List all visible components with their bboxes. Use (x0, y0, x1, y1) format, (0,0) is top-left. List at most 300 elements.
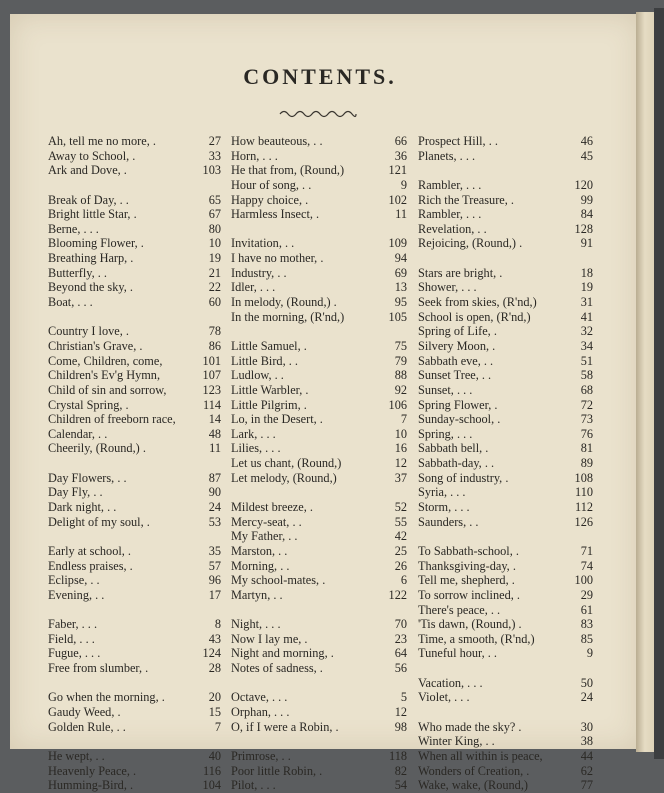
entry-page-number: 61 (580, 602, 593, 617)
entry-page-number: 123 (202, 382, 221, 397)
entry-title: Bright little Star, . (48, 207, 137, 222)
entry-page-number: 100 (574, 573, 593, 588)
contents-entry (231, 163, 407, 178)
contents-entry (231, 441, 407, 456)
entry-title: Come, Children, come, (48, 353, 163, 368)
entry-page-number: 116 (203, 763, 221, 778)
entry-title: Rambler, . . . (418, 207, 482, 222)
entry-page-number: 67 (208, 207, 221, 222)
contents-entry (418, 588, 593, 603)
entry-page-number: 56 (394, 661, 407, 676)
entry-page-number: 15 (208, 704, 221, 719)
entry-title: Eclipse, . . (48, 573, 100, 588)
contents-entry (231, 690, 407, 705)
entry-page-number: 105 (388, 309, 407, 324)
entry-page-number: 40 (208, 748, 221, 763)
entry-title: O, if I were a Robin, . (231, 719, 339, 734)
contents-column-1 (48, 134, 221, 793)
contents-entry (48, 368, 221, 383)
entry-page-number: 5 (400, 690, 407, 705)
entry-page-number: 82 (394, 763, 407, 778)
entry-page-number: 16 (394, 441, 407, 456)
entry-title: Lilies, . . . (231, 441, 281, 456)
entry-title: Syria, . . . (418, 485, 466, 500)
entry-title: Rich the Treasure, . (418, 192, 514, 207)
entry-title: Sabbath eve, . . (418, 353, 494, 368)
entry-page-number: 37 (394, 470, 407, 485)
contents-entry (231, 280, 407, 295)
entry-title: Lo, in the Desert, . (231, 412, 323, 427)
entry-title: Marston, . . (231, 543, 288, 558)
contents-entry (418, 266, 593, 281)
entry-title: Heavenly Peace, . (48, 763, 137, 778)
contents-entry (418, 690, 593, 705)
entry-title: Sunday-school, . (418, 412, 501, 427)
entry-page-number: 55 (394, 514, 407, 529)
entry-title: Gaudy Weed, . (48, 704, 121, 719)
entry-page-number: 87 (208, 470, 221, 485)
entry-page-number: 43 (208, 631, 221, 646)
entry-page-number: 53 (208, 514, 221, 529)
entry-page-number: 103 (202, 163, 221, 178)
contents-entry (418, 236, 593, 251)
contents-entry (48, 588, 221, 603)
contents-entry (418, 676, 593, 691)
entry-page-number: 22 (208, 280, 221, 295)
spacer (48, 456, 221, 471)
entry-title: Blooming Flower, . (48, 236, 144, 251)
contents-entry (418, 354, 593, 369)
contents-entry (48, 441, 221, 456)
entry-page-number: 20 (208, 690, 221, 705)
entry-title: Industry, . . (231, 265, 287, 280)
entry-page-number: 9 (586, 646, 593, 661)
entry-title: Invitation, . . (231, 236, 295, 251)
entry-page-number: 45 (580, 148, 593, 163)
entry-page-number: 112 (575, 500, 593, 515)
contents-entry (418, 339, 593, 354)
spacer (231, 676, 407, 691)
ornament-divider (278, 108, 358, 120)
contents-entry (418, 398, 593, 413)
contents-entry (48, 661, 221, 676)
entry-title: My Father, . . (231, 529, 298, 544)
entry-page-number: 46 (580, 134, 593, 148)
contents-entry (231, 559, 407, 574)
contents-entry (231, 310, 407, 325)
entry-page-number: 83 (580, 617, 593, 632)
entry-page-number: 122 (388, 587, 407, 602)
contents-entry (48, 544, 221, 559)
entry-title: Martyn, . . (231, 587, 283, 602)
contents-entry (231, 705, 407, 720)
entry-page-number: 106 (388, 397, 407, 412)
entry-title: He that from, (Round,) (231, 163, 345, 178)
entry-title: Spring Flower, . (418, 397, 498, 412)
entry-page-number: 92 (394, 382, 407, 397)
contents-entry (48, 149, 221, 164)
contents-entry (231, 661, 407, 676)
entry-page-number: 48 (208, 426, 221, 441)
entry-title: Notes of sadness, . (231, 661, 323, 676)
entry-page-number: 38 (580, 734, 593, 749)
entry-title: Child of sin and sorrow, (48, 382, 167, 397)
contents-entry (231, 383, 407, 398)
entry-title: Spring, . . . (418, 426, 473, 441)
entry-title: Break of Day, . . (48, 192, 129, 207)
entry-page-number: 69 (394, 265, 407, 280)
entry-title: Seek from skies, (R'nd,) (418, 295, 537, 310)
entry-title: School is open, (R'nd,) (418, 309, 531, 324)
contents-entry (418, 632, 593, 647)
contents-entry (418, 764, 593, 779)
spacer (418, 661, 593, 676)
entry-title: Faber, . . . (48, 617, 98, 632)
entry-title: How beauteous, . . (231, 134, 323, 148)
entry-page-number: 24 (208, 500, 221, 515)
contents-entry (231, 500, 407, 515)
entry-page-number: 21 (208, 265, 221, 280)
entry-page-number: 79 (394, 353, 407, 368)
entry-title: Rambler, . . . (418, 177, 482, 192)
entry-title: Free from slumber, . (48, 661, 149, 676)
spacer (48, 310, 221, 325)
contents-entry (418, 178, 593, 193)
contents-entry (48, 632, 221, 647)
entry-page-number: 95 (394, 295, 407, 310)
contents-entry (231, 720, 407, 735)
contents-entry (48, 266, 221, 281)
spacer (418, 705, 593, 720)
contents-entry (48, 500, 221, 515)
entry-page-number: 11 (209, 441, 221, 456)
entry-page-number: 31 (580, 295, 593, 310)
entry-title: Calendar, . . (48, 426, 108, 441)
contents-entry (48, 778, 221, 793)
entry-page-number: 98 (394, 719, 407, 734)
entry-page-number: 96 (208, 573, 221, 588)
entry-title: Boat, . . . (48, 295, 93, 310)
entry-title: Happy choice, . (231, 192, 309, 207)
entry-title: Ludlow, . . (231, 368, 284, 383)
entry-title: Rejoicing, (Round,) . (418, 236, 523, 251)
entry-title: Little Pilgrim, . (231, 397, 307, 412)
entry-page-number: 78 (208, 324, 221, 339)
entry-page-number: 107 (202, 368, 221, 383)
contents-entry (48, 398, 221, 413)
contents-entry (231, 178, 407, 193)
entry-page-number: 26 (394, 558, 407, 573)
entry-page-number: 68 (580, 382, 593, 397)
entry-title: Dark night, . . (48, 500, 117, 515)
entry-page-number: 120 (574, 177, 593, 192)
entry-title: Wonders of Creation, . (418, 763, 530, 778)
entry-title: Tell me, shepherd, . (418, 573, 515, 588)
entry-title: Field, . . . (48, 631, 95, 646)
contents-entry (48, 471, 221, 486)
entry-title: Hour of song, . . (231, 177, 312, 192)
contents-entry (418, 778, 593, 793)
entry-title: Berne, . . . (48, 221, 99, 236)
entry-page-number: 13 (394, 280, 407, 295)
spacer (48, 603, 221, 618)
entry-title: Humming-Bird, . (48, 778, 134, 793)
contents-entry (418, 720, 593, 735)
contents-entry (48, 236, 221, 251)
entry-title: Silvery Moon, . (418, 338, 496, 353)
page-title: CONTENTS. (243, 64, 397, 89)
contents-entry (231, 749, 407, 764)
spacer (231, 485, 407, 500)
contents-entry (48, 720, 221, 735)
entry-page-number: 108 (574, 470, 593, 485)
entry-page-number: 118 (389, 748, 407, 763)
entry-title: Go when the morning, . (48, 690, 165, 705)
spacer (48, 676, 221, 691)
entry-page-number: 11 (395, 207, 407, 222)
entry-page-number: 14 (208, 412, 221, 427)
entry-title: Morning, . . (231, 558, 290, 573)
entry-page-number: 91 (580, 236, 593, 251)
entry-page-number: 28 (208, 661, 221, 676)
entry-page-number: 52 (394, 500, 407, 515)
entry-page-number: 73 (580, 412, 593, 427)
contents-entry (48, 251, 221, 266)
entry-title: Away to School, . (48, 148, 136, 163)
entry-title: Idler, . . . (231, 280, 276, 295)
contents-entry (418, 383, 593, 398)
entry-page-number: 114 (203, 397, 221, 412)
entry-page-number: 8 (214, 617, 221, 632)
entry-title: Octave, . . . (231, 690, 288, 705)
contents-entry (231, 368, 407, 383)
entry-page-number: 34 (580, 338, 593, 353)
entry-page-number: 90 (208, 485, 221, 500)
contents-entry (418, 412, 593, 427)
entry-page-number: 50 (580, 675, 593, 690)
contents-column-2 (231, 134, 407, 793)
entry-page-number: 99 (580, 192, 593, 207)
entry-title: Primrose, . . (231, 748, 291, 763)
contents-entry (231, 236, 407, 251)
entry-title: Mildest breeze, . (231, 500, 313, 515)
entry-title: Now I lay me, . (231, 631, 308, 646)
spacer (48, 529, 221, 544)
contents-entry (418, 280, 593, 295)
spacer (48, 734, 221, 749)
contents-entry (418, 222, 593, 237)
contents-entry (48, 515, 221, 530)
contents-entry (48, 339, 221, 354)
entry-page-number: 35 (208, 543, 221, 558)
entry-page-number: 60 (208, 295, 221, 310)
entry-title: Horn, . . . (231, 148, 278, 163)
contents-entry (231, 471, 407, 486)
contents-entry (48, 383, 221, 398)
entry-page-number: 85 (580, 631, 593, 646)
entry-title: Shower, . . . (418, 280, 477, 295)
entry-title: There's peace, . . (418, 602, 501, 617)
book-edge (654, 8, 664, 759)
entry-title: Poor little Robin, . (231, 763, 323, 778)
contents-entry (231, 764, 407, 779)
contents-entry (418, 500, 593, 515)
contents-entry (231, 617, 407, 632)
entry-title: Time, a smooth, (R'nd,) (418, 631, 535, 646)
entry-page-number: 71 (580, 543, 593, 558)
entry-title: Butterfly, . . (48, 265, 107, 280)
entry-title: 'Tis dawn, (Round,) . (418, 617, 522, 632)
entry-page-number: 33 (208, 148, 221, 163)
entry-title: Wake, wake, (Round,) (418, 778, 528, 793)
entry-title: Day Fly, . . (48, 485, 103, 500)
contents-entry (48, 324, 221, 339)
entry-title: Evening, . . (48, 587, 105, 602)
contents-entry (418, 427, 593, 442)
spacer (418, 163, 593, 178)
contents-column-3 (418, 134, 593, 793)
entry-title: Ark and Dove, . (48, 163, 127, 178)
entry-page-number: 6 (400, 573, 407, 588)
contents-entry (418, 515, 593, 530)
entry-page-number: 42 (394, 529, 407, 544)
contents-entry (231, 588, 407, 603)
contents-entry (48, 559, 221, 574)
contents-entry (231, 354, 407, 369)
entry-title: Violet, . . . (418, 690, 470, 705)
entry-page-number: 109 (388, 236, 407, 251)
contents-entry (48, 690, 221, 705)
entry-title: Mercy-seat, . . (231, 514, 302, 529)
contents-entry (418, 749, 593, 764)
contents-entry (418, 310, 593, 325)
entry-page-number: 126 (574, 514, 593, 529)
entry-page-number: 75 (394, 338, 407, 353)
entry-title: Endless praises, . (48, 558, 133, 573)
contents-entry (48, 134, 221, 149)
entry-title: Stars are bright, . (418, 265, 503, 280)
entry-page-number: 51 (580, 353, 593, 368)
entry-page-number: 89 (580, 456, 593, 471)
entry-title: Vacation, . . . (418, 675, 483, 690)
contents-entry (231, 456, 407, 471)
entry-page-number: 76 (580, 426, 593, 441)
entry-page-number: 19 (208, 251, 221, 266)
entry-title: Lark, . . . (231, 426, 276, 441)
contents-entry (48, 295, 221, 310)
entry-page-number: 72 (580, 397, 593, 412)
entry-page-number: 54 (394, 778, 407, 793)
entry-title: Cheerily, (Round,) . (48, 441, 146, 456)
contents-entry (418, 734, 593, 749)
contents-entry (418, 573, 593, 588)
entry-page-number: 124 (202, 646, 221, 661)
contents-entry (48, 280, 221, 295)
contents-entry (48, 412, 221, 427)
contents-entry (48, 354, 221, 369)
entry-title: Breathing Harp, . (48, 251, 134, 266)
entry-title: Song of industry, . (418, 470, 509, 485)
contents-entry (48, 163, 221, 178)
contents-entry (48, 427, 221, 442)
contents-entry (231, 149, 407, 164)
entry-page-number: 7 (400, 412, 407, 427)
entry-title: Little Warbler, . (231, 382, 309, 397)
entry-title: When all within is peace, (418, 748, 543, 763)
entry-title: Let us chant, (Round,) (231, 456, 342, 471)
entry-title: Orphan, . . . (231, 704, 290, 719)
entry-title: Thanksgiving-day, . (418, 558, 516, 573)
entry-page-number: 18 (580, 265, 593, 280)
entry-title: Who made the sky? . (418, 719, 522, 734)
contents-entry (231, 427, 407, 442)
contents-entry (48, 193, 221, 208)
entry-page-number: 32 (580, 324, 593, 339)
contents-entry (231, 778, 407, 793)
contents-entry (231, 193, 407, 208)
entry-page-number: 7 (214, 719, 221, 734)
contents-entry (418, 544, 593, 559)
entry-page-number: 77 (580, 778, 593, 793)
contents-entry (48, 573, 221, 588)
entry-title: Beyond the sky, . (48, 280, 133, 295)
entry-page-number: 66 (394, 134, 407, 148)
entry-page-number: 70 (394, 617, 407, 632)
contents-entry (418, 441, 593, 456)
entry-page-number: 9 (400, 177, 407, 192)
contents-entry (48, 485, 221, 500)
contents-entry (418, 603, 593, 618)
entry-title: Crystal Spring, . (48, 397, 129, 412)
entry-page-number: 29 (580, 587, 593, 602)
contents-entry (418, 207, 593, 222)
entry-title: Saunders, . . (418, 514, 479, 529)
entry-page-number: 84 (580, 207, 593, 222)
entry-title: Christian's Grave, . (48, 338, 143, 353)
contents-entry (418, 193, 593, 208)
entry-page-number: 121 (388, 163, 407, 178)
entry-page-number: 57 (208, 558, 221, 573)
spacer (231, 324, 407, 339)
entry-title: Little Bird, . . (231, 353, 298, 368)
contents-entry (418, 559, 593, 574)
entry-page-number: 110 (575, 485, 593, 500)
entry-title: Ah, tell me no more, . (48, 134, 156, 148)
contents-entry (48, 207, 221, 222)
entry-page-number: 81 (580, 441, 593, 456)
spacer (231, 603, 407, 618)
contents-entry (418, 485, 593, 500)
entry-page-number: 104 (202, 778, 221, 793)
entry-page-number: 86 (208, 338, 221, 353)
contents-entry (418, 456, 593, 471)
contents-entry (48, 705, 221, 720)
entry-title: Let melody, (Round,) (231, 470, 337, 485)
contents-entry (231, 544, 407, 559)
contents-entry (48, 764, 221, 779)
entry-page-number: 25 (394, 543, 407, 558)
entry-title: Sabbath-day, . . (418, 456, 495, 471)
contents-entry (231, 529, 407, 544)
entry-page-number: 41 (580, 309, 593, 324)
entry-page-number: 88 (394, 368, 407, 383)
entry-title: Planets, . . . (418, 148, 476, 163)
entry-title: Night, . . . (231, 617, 281, 632)
contents-entry (418, 617, 593, 632)
contents-entry (231, 646, 407, 661)
book-page (10, 14, 640, 793)
entry-title: Country I love, . (48, 324, 129, 339)
